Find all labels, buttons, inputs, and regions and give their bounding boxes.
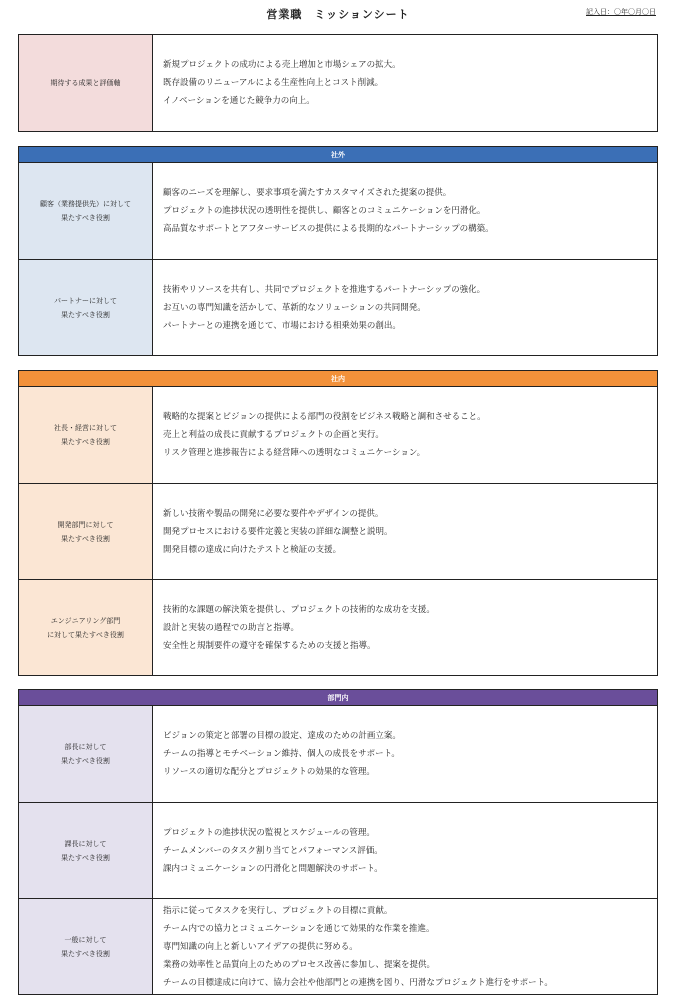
internal-table: [18, 386, 658, 676]
content-line: 新規プロジェクトの成功による売上増加と市場シェアの拡大。: [163, 60, 401, 70]
section-banner-department: 部門内: [18, 689, 658, 705]
content-line: 高品質なサポートとアフターサービスの提供による長期的なパートナーシップの構築。: [163, 224, 494, 234]
table-row: [19, 483, 657, 579]
row-label: 社長・経営に対して 果たすべき役割: [19, 387, 153, 483]
row-content: [153, 803, 657, 898]
external-table: [18, 162, 658, 356]
content-line: プロジェクトの進捗状況の透明性を提供し、顧客とのコミュニケーションを円滑化。: [163, 206, 486, 216]
table-row: [19, 387, 657, 483]
content-line: 顧客のニーズを理解し、要求事項を満たすカスタマイズされた提案の提供。: [163, 188, 452, 198]
content-line: 専門知識の向上と新しいアイデアの提供に努める。: [163, 941, 358, 952]
content-line: チームメンバーのタスク割り当てとパフォーマンス評価。: [163, 845, 383, 856]
table-row: [19, 163, 657, 259]
table-row: [19, 259, 657, 355]
row-content: [153, 387, 657, 483]
department-section: [18, 689, 658, 995]
row-content: [153, 899, 657, 994]
row-label: パートナーに対して 果たすべき役割: [19, 260, 153, 355]
page-title: 営業職 ミッションシート: [266, 8, 410, 21]
content-line: プロジェクトの進捗状況の監視とスケジュールの管理。: [163, 827, 375, 838]
content-line: 技術やリソースを共有し、共同でプロジェクトを推進するパートナーシップの強化。: [163, 284, 486, 295]
external-section: [18, 146, 658, 356]
table-row: [19, 579, 657, 675]
content-line: 売上と利益の成長に貢献するプロジェクトの企画と実行。: [163, 430, 384, 440]
content-line: 安全性と規制要件の遵守を確保するための支援と指導。: [163, 640, 376, 651]
content-line: 開発プロセスにおける要件定義と実装の詳細な調整と説明。: [163, 526, 393, 537]
content-line: チームの指導とモチベーション維持、個人の成長をサポート。: [163, 749, 400, 759]
content-line: 技術的な課題の解決策を提供し、プロジェクトの技術的な成功を支援。: [163, 604, 435, 615]
internal-section: [18, 370, 658, 676]
content-line: 戦略的な提案とビジョンの提供による部門の役割をビジネス戦略と調和させること。: [163, 412, 486, 422]
content-line: パートナーとの連携を通じて、市場における相乗効果の創出。: [163, 320, 401, 331]
section-banner-internal: 社内: [18, 370, 658, 386]
row-content: [153, 260, 657, 355]
content-line: チームの目標達成に向けて、協力会社や他部門との連携を図り、円滑なプロジェクト進行をサポート。: [163, 977, 553, 988]
row-label: 一般に対して 果たすべき役割: [19, 899, 153, 994]
content-line: 既存設備のリニューアルによる生産性向上とコスト削減。: [163, 78, 384, 88]
date-stamp: 記入日：〇年〇月〇日: [586, 8, 656, 16]
row-label: 開発部門に対して 果たすべき役割: [19, 484, 153, 579]
content-line: 新しい技術や製品の開発に必要な要件やデザインの提供。: [163, 508, 384, 519]
row-label: 課長に対して 果たすべき役割: [19, 803, 153, 898]
expected-results-table: [18, 34, 658, 132]
row-label: 期待する成果と評価軸: [19, 35, 153, 131]
section-banner-external: 社外: [18, 146, 658, 162]
content-line: 指示に従ってタスクを実行し、プロジェクトの目標に貢献。: [163, 905, 393, 916]
row-label: 部長に対して 果たすべき役割: [19, 706, 153, 802]
table-row: [19, 802, 657, 898]
content-line: リスク管理と進捗報告による経営陣への透明なコミュニケーション。: [163, 448, 426, 458]
content-line: 開発目標の達成に向けたテストと検証の支援。: [163, 544, 342, 555]
department-table: [18, 705, 658, 995]
table-row: [19, 35, 657, 131]
content-line: 業務の効率性と品質向上のためのプロセス改善に参加し、提案を提供。: [163, 959, 436, 970]
row-label: エンジニアリング部門 に対して果たすべき役割: [19, 580, 153, 675]
content-line: お互いの専門知識を活かして、革新的なソリューションの共同開発。: [163, 302, 426, 313]
content-line: イノベーションを通じた競争力の向上。: [163, 96, 315, 106]
table-row: [19, 898, 657, 994]
row-content: [153, 163, 657, 259]
row-content: [153, 484, 657, 579]
content-line: 課内コミュニケーションの円滑化と問題解決のサポート。: [163, 863, 383, 874]
row-content: [153, 580, 657, 675]
row-label: 顧客（業務提供先）に対して 果たすべき役割: [19, 163, 153, 259]
content-line: 設計と実装の過程での助言と指導。: [163, 622, 300, 633]
expected-results-section: [18, 34, 658, 132]
content-line: チーム内での協力とコミュニケーションを通じて効果的な作業を推進。: [163, 923, 435, 934]
table-row: [19, 706, 657, 802]
row-content: [153, 35, 657, 131]
row-content: [153, 706, 657, 802]
content-line: ビジョンの策定と部署の目標の設定、達成のための計画立案。: [163, 731, 401, 741]
content-line: リソースの適切な配分とプロジェクトの効果的な管理。: [163, 767, 375, 777]
